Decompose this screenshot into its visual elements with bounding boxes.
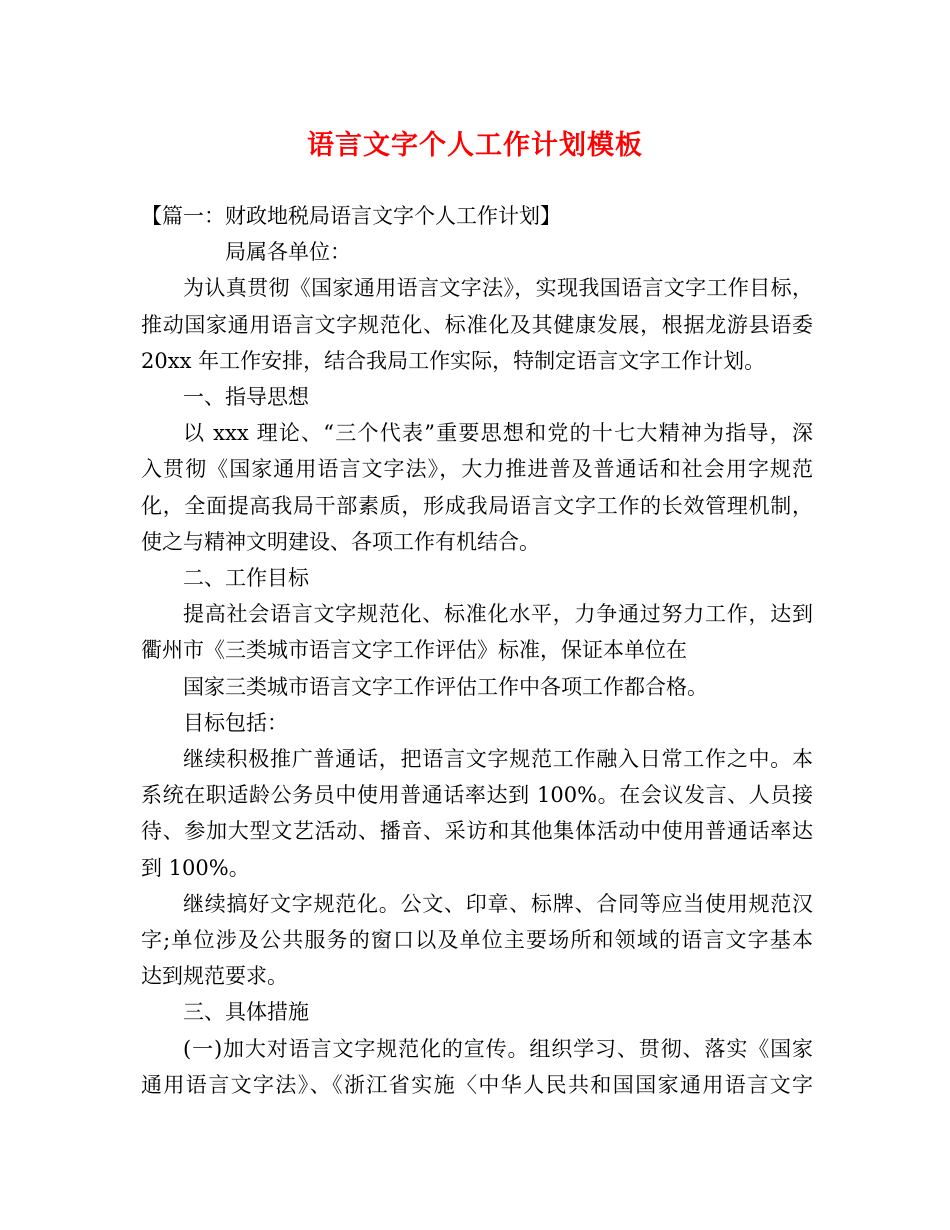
paragraph-line: 通用语言文字法》、《浙江省实施〈中华人民共和国国家通用语言文字: [141, 1072, 813, 1097]
paragraph-line: 目标包括：: [183, 710, 288, 735]
paragraph-line: 衢州市《三类城市语言文字工作评估》标准，保证本单位在: [141, 638, 687, 663]
paragraph-line: 系统在职适龄公务员中使用普通话率达到 100%。在会议发言、人员接: [141, 783, 813, 808]
paragraph-mandarin: [141, 741, 813, 886]
paragraph-guiding-ideology: [141, 415, 813, 560]
paragraph-line: 继续搞好文字规范化。公文、印章、标牌、合同等应当使用规范汉: [183, 891, 813, 916]
section-heading-text: 【篇一：财政地税局语言文字个人工作计划】: [141, 204, 561, 228]
paragraph-line: 到 100%。: [141, 855, 250, 880]
salutation: [141, 234, 813, 270]
section-heading: [141, 198, 813, 234]
paragraph-line: 继续积极推广普通话，把语言文字规范工作融入日常工作之中。本: [183, 747, 813, 772]
paragraph-intro: [141, 270, 813, 379]
heading-text: 二、工作目标: [183, 566, 309, 591]
paragraph-line: 使之与精神文明建设、各项工作有机结合。: [141, 529, 540, 554]
paragraph-line: 字;单位涉及公共服务的窗口以及单位主要场所和领域的语言文字基本: [141, 928, 813, 953]
paragraph-work-goals: [141, 596, 813, 668]
paragraph-evaluation: [141, 669, 813, 705]
paragraph-line: (一)加大对语言文字规范化的宣传。组织学习、贯彻、落实《国家: [183, 1036, 813, 1061]
paragraph-line: 20xx 年工作安排，结合我局工作实际，特制定语言文字工作计划。: [141, 348, 766, 373]
paragraph-measure-one: [141, 1031, 813, 1103]
paragraph-goals-include: [141, 705, 813, 741]
paragraph-line: 国家三类城市语言文字工作评估工作中各项工作都合格。: [183, 674, 708, 699]
paragraph-line: 推动国家通用语言文字规范化、标准化及其健康发展，根据龙游县语委: [141, 312, 813, 337]
document-title: 语言文字个人工作计划模板: [307, 130, 643, 161]
paragraph-text-standard: [141, 886, 813, 995]
heading-text: 一、指导思想: [183, 385, 309, 410]
paragraph-line: 以 xxx 理论、“三个代表”重要思想和党的十七大精神为指导，深: [183, 421, 813, 446]
heading-text: 三、具体措施: [183, 1000, 309, 1025]
heading-measures: [141, 994, 813, 1030]
heading-work-goals: [141, 560, 813, 596]
document-body: [141, 198, 813, 1103]
paragraph-line: 达到规范要求。: [141, 964, 288, 989]
paragraph-line: 入贯彻《国家通用语言文字法》，大力推进普及普通话和社会用字规范: [141, 457, 813, 482]
paragraph-line: 化，全面提高我局干部素质，形成我局语言文字工作的长效管理机制，: [141, 493, 813, 518]
paragraph-line: 为认真贯彻《国家通用语言文字法》，实现我国语言文字工作目标，: [183, 276, 813, 301]
paragraph-line: 提高社会语言文字规范化、标准化水平，力争通过努力工作，达到: [183, 602, 813, 627]
salutation-text: 局属各单位：: [225, 240, 351, 265]
paragraph-line: 待、参加大型文艺活动、播音、采访和其他集体活动中使用普通话率达: [141, 819, 813, 844]
heading-guiding-ideology: [141, 379, 813, 415]
